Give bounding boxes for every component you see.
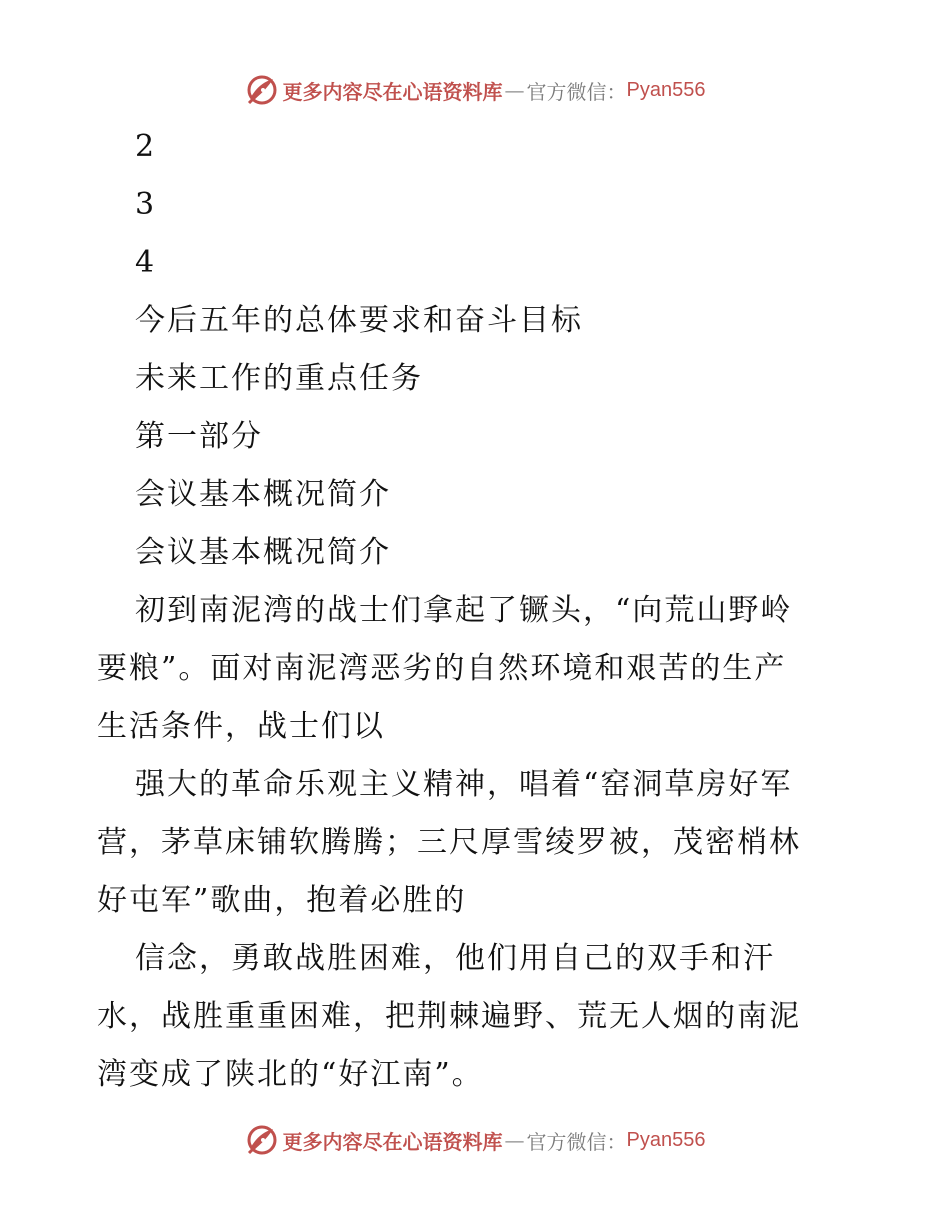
paragraph-line: 营，茅草床铺软腾腾；三尺厚雪绫罗被，茂密梢林	[97, 825, 801, 860]
header-brand-text: 更多内容尽在心语资料库	[282, 79, 503, 104]
header-wechat-id: Pyan556	[626, 78, 706, 101]
pen-nib-logo-icon	[245, 1123, 279, 1157]
text-line: 4	[135, 245, 157, 280]
header-dash: —	[504, 78, 525, 102]
footer-wechat-id: Pyan556	[626, 1128, 706, 1151]
document-body	[97, 118, 857, 1104]
paragraph-line: 强大的革命乐观主义精神，唱着“窑洞草房好军	[135, 767, 793, 802]
text-line: 3	[135, 187, 157, 222]
header-banner	[0, 70, 950, 110]
header-official-label: 官方微信：	[526, 79, 627, 104]
paragraph-line: 初到南泥湾的战士们拿起了镢头，“向荒山野岭	[135, 593, 793, 628]
paragraph-line: 生活条件，战士们以	[97, 709, 385, 744]
text-line: 第一部分	[135, 419, 263, 454]
footer-brand-text: 更多内容尽在心语资料库	[282, 1129, 503, 1154]
text-line: 今后五年的总体要求和奋斗目标	[135, 303, 583, 338]
paragraph-line: 水，战胜重重困难，把荆棘遍野、荒无人烟的南泥	[97, 999, 801, 1034]
footer-dash: —	[504, 1128, 525, 1152]
paragraph-line: 湾变成了陕北的“好江南”。	[97, 1057, 484, 1092]
paragraph-line: 好屯军”歌曲，抱着必胜的	[97, 883, 467, 918]
pen-nib-logo-icon	[245, 73, 279, 107]
footer-official-label: 官方微信：	[526, 1129, 627, 1154]
text-line: 会议基本概况简介	[135, 477, 391, 512]
text-line: 2	[135, 129, 157, 164]
text-line: 会议基本概况简介	[135, 535, 391, 570]
text-line: 未来工作的重点任务	[135, 361, 423, 396]
footer-banner	[0, 1120, 950, 1160]
paragraph-line: 要粮”。面对南泥湾恶劣的自然环境和艰苦的生产	[97, 651, 787, 686]
paragraph-line: 信念，勇敢战胜困难，他们用自己的双手和汗	[135, 941, 775, 976]
